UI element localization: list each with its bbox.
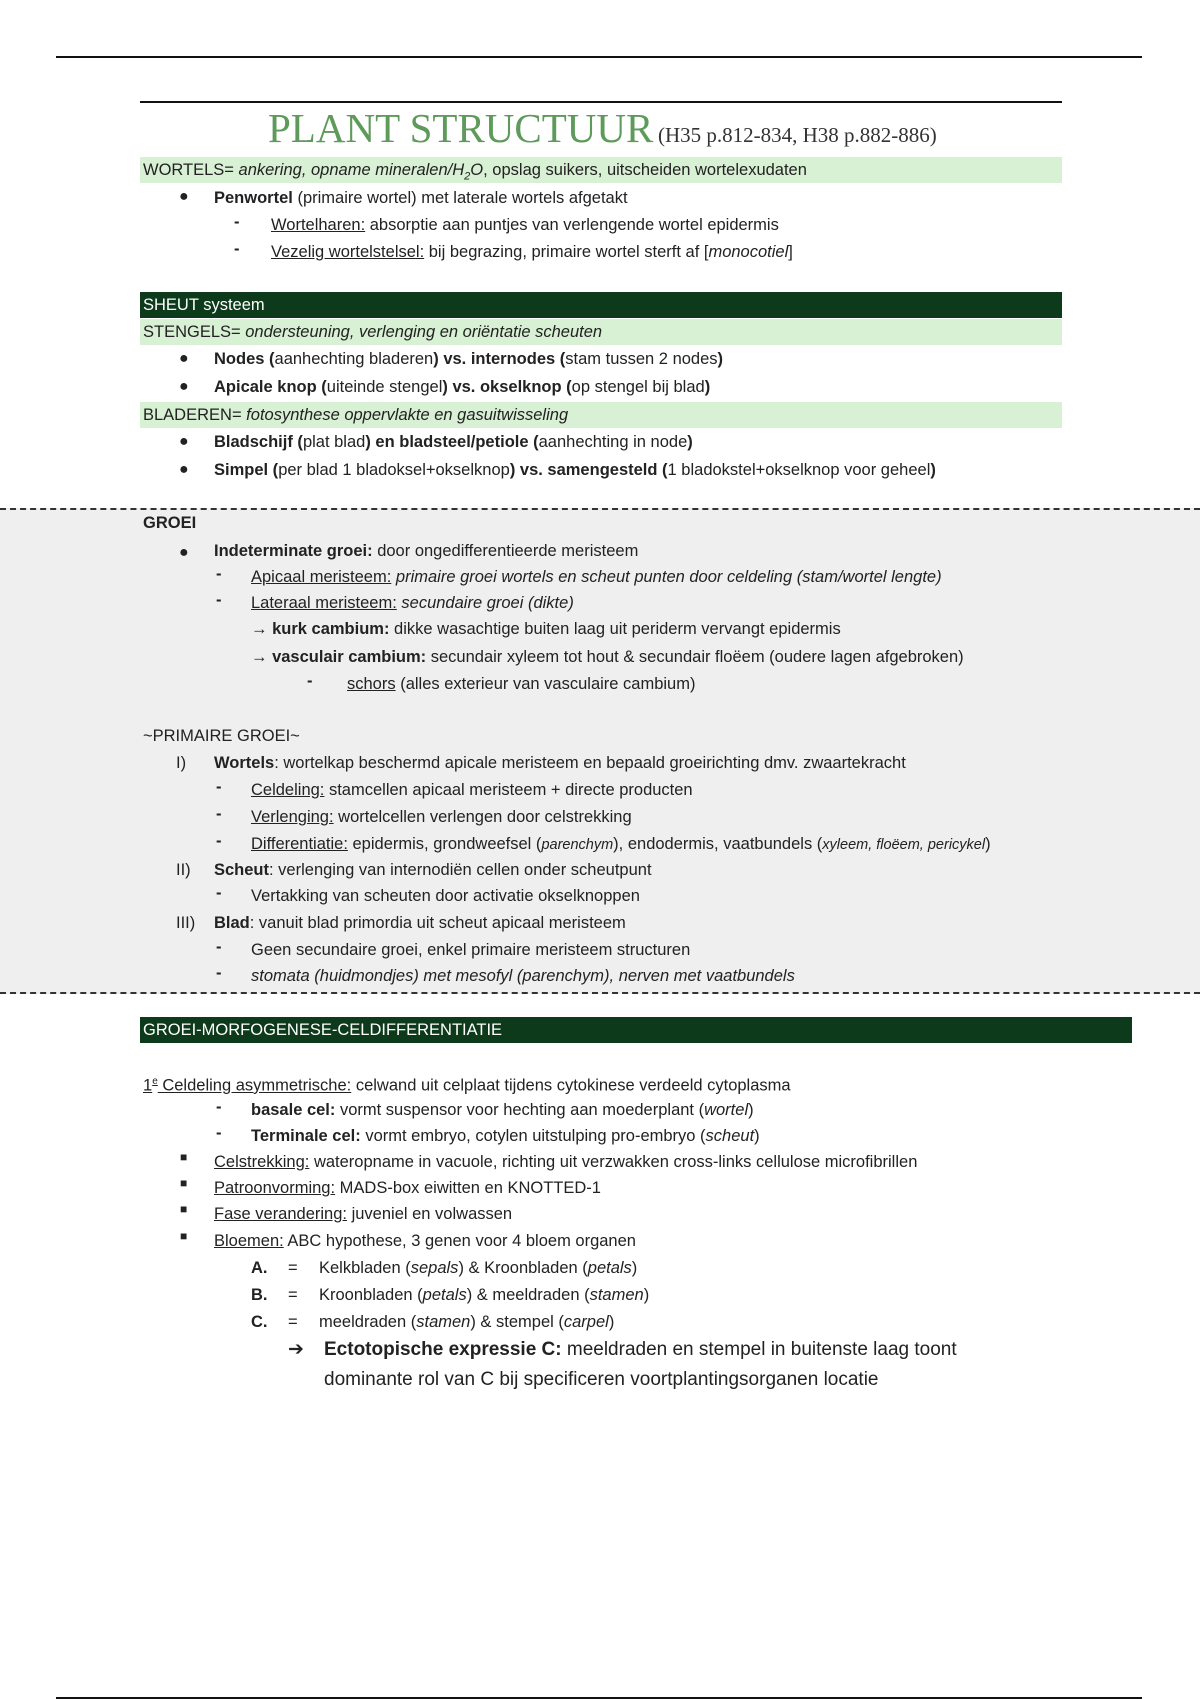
primaire-wortels-item: Wortels: wortelkap beschermd apicale meristeem en bepaald groeirichting dmv. zwaartekracht (214, 754, 906, 772)
abc-equals: = (288, 1313, 298, 1331)
terminale-cel-item: Terminale cel: vormt embryo, cotylen uitstulping pro-embryo (scheut) (251, 1127, 760, 1145)
bullet-icon: ● (179, 350, 189, 367)
abc-letter: A. (251, 1259, 268, 1277)
arrow-right-icon: → (251, 648, 268, 666)
ectopische-expressie-item: Ectotopische expressie C: meeldraden en stempel in buitenste laag toont (324, 1339, 957, 1360)
geen-secundaire-item: Geen secundaire groei, enkel primaire meristeem structuren (251, 941, 691, 959)
groei-heading: GROEI (143, 514, 197, 532)
primaire-groei-heading: ~PRIMAIRE GROEI~ (143, 727, 300, 745)
square-bullet-icon: ■ (180, 1229, 188, 1243)
bloemen-item: Bloemen: ABC hypothese, 3 genen voor 4 bloem organen (214, 1232, 636, 1250)
dash-bullet: - (216, 805, 222, 823)
wortelharen-item: Wortelharen: absorptie aan puntjes van verlengende wortel epidermis (271, 216, 779, 234)
abc-row-b: Kroonbladen (petals) & meeldraden (stamen) (319, 1286, 650, 1304)
page-title (268, 104, 937, 152)
dash-bullet: - (216, 778, 222, 796)
roman-numeral: III) (176, 914, 196, 932)
page-bottom-rule (56, 1697, 1142, 1699)
verlenging-item: Verlenging: wortelcellen verlengen door celstrekking (251, 808, 632, 826)
dash-bullet: - (234, 240, 240, 258)
arrow-right-icon: → (251, 620, 268, 638)
basale-cel-item: basale cel: vormt suspensor voor hechting aan moederplant (wortel) (251, 1101, 754, 1119)
title-chapter-reference: (H35 p.812-834, H38 p.882-886) (657, 123, 937, 147)
vasculair-cambium-item: → vasculair cambium: secundair xyleem tot hout & secundair floëem (oudere lagen afgebroken) (251, 648, 964, 666)
dash-bullet: - (216, 1124, 222, 1142)
vezelig-item: Vezelig wortelstelsel: bij begrazing, primaire wortel sterft af [monocotiel] (271, 243, 793, 261)
apicaal-meristeem-item: Apicaal meristeem: primaire groei wortels en scheut punten door celdeling (stam/wortel lengte) (251, 568, 942, 586)
fase-verandering-item: Fase verandering: juveniel en volwassen (214, 1205, 513, 1223)
dash-bullet: - (216, 884, 222, 902)
bullet-icon: ● (179, 188, 189, 205)
vertakking-item: Vertakking van scheuten door activatie okselknoppen (251, 887, 640, 905)
apicale-knop-item: Apicale knop (uiteinde stengel) vs. okselknop (op stengel bij blad) (214, 378, 711, 396)
stengels-heading: STENGELS= ondersteuning, verlenging en oriëntatie scheuten (143, 323, 603, 341)
blad-item: Blad: vanuit blad primordia uit scheut apicaal meristeem (214, 914, 626, 932)
abc-letter: C. (251, 1313, 268, 1331)
dash-bullet: - (216, 938, 222, 956)
simpel-item: Simpel (per blad 1 bladoksel+okselknop) vs. samengesteld (1 bladokstel+okselknop voor geheel) (214, 461, 936, 479)
dash-bullet: - (307, 672, 313, 690)
bullet-icon: ● (179, 461, 189, 478)
schors-item: schors (alles exterieur van vasculaire cambium) (347, 675, 696, 693)
dash-bullet: - (216, 591, 222, 609)
differentiatie-item: Differentiatie: epidermis, grondweefsel (parenchym), endodermis, vaatbundels (xyleem, floëem, pericykel) (251, 835, 991, 853)
penwortel-item: Penwortel (primaire wortel) met laterale wortels afgetakt (214, 189, 628, 207)
dash-bullet: - (216, 832, 222, 850)
title-rule (140, 101, 1062, 103)
abc-row-c: meeldraden (stamen) & stempel (carpel) (319, 1313, 615, 1331)
celdeling-item: Celdeling: stamcellen apicaal meristeem + directe producten (251, 781, 693, 799)
wortels-heading: WORTELS= ankering, opname mineralen/$H_2O$, opslag suikers, uitscheiden wortelexudaten (143, 161, 807, 183)
nodes-item: Nodes (aanhechting bladeren) vs. internodes (stam tussen 2 nodes) (214, 350, 724, 368)
dash-bullet: - (216, 1098, 222, 1116)
bullet-icon: ● (179, 433, 189, 450)
abc-equals: = (288, 1259, 298, 1277)
bladeren-heading: BLADEREN= fotosynthese oppervlakte en gasuitwisseling (143, 406, 569, 424)
abc-letter: B. (251, 1286, 268, 1304)
sheut-heading: SHEUT systeem (143, 296, 265, 314)
dash-bullet: - (216, 565, 222, 583)
abc-row-a: Kelkbladen (sepals) & Kroonbladen (petals) (319, 1259, 638, 1277)
scheut-item: Scheut: verlenging van internodiën cellen onder scheutpunt (214, 861, 652, 879)
stomata-item: stomata (huidmondjes) met mesofyl (parenchym), nerven met vaatbundels (251, 967, 795, 985)
lateraal-meristeem-item: Lateraal meristeem: secundaire groei (dikte) (251, 594, 574, 612)
dash-bullet: - (216, 964, 222, 982)
celstrekking-item: Celstrekking: wateropname in vacuole, richting uit verzwakken cross-links cellulose microfibrillen (214, 1153, 918, 1171)
kurk-cambium-item: → kurk cambium: dikke wasachtige buiten laag uit periderm vervangt epidermis (251, 620, 841, 638)
square-bullet-icon: ■ (180, 1202, 188, 1216)
square-bullet-icon: ■ (180, 1176, 188, 1190)
square-bullet-icon: ■ (180, 1150, 188, 1164)
bladschijf-item: Bladschijf (plat blad) en bladsteel/petiole (aanhechting in node) (214, 433, 693, 451)
eerste-celdeling-item: 1e Celdeling asymmetrische: celwand uit celplaat tijdens cytokinese verdeeld cytoplasma (143, 1076, 791, 1095)
bullet-icon: ● (179, 378, 189, 395)
title-main: PLANT STRUCTUUR (268, 105, 654, 151)
dash-bullet: - (234, 213, 240, 231)
abc-equals: = (288, 1286, 298, 1304)
indeterminate-item: Indeterminate groei: door ongedifferentieerde meristeem (214, 542, 639, 560)
bullet-icon: ● (179, 544, 189, 561)
sheut-heading-band (140, 292, 1062, 318)
arrow-right-icon: ➔ (288, 1339, 304, 1360)
roman-numeral: I) (176, 754, 187, 772)
patroonvorming-item: Patroonvorming: MADS-box eiwitten en KNOTTED-1 (214, 1179, 601, 1197)
morfogenese-heading: GROEI-MORFOGENESE-CELDIFFERENTIATIE (143, 1021, 503, 1039)
roman-numeral: II) (176, 861, 191, 879)
ectopische-expressie-line2: dominante rol van C bij specificeren voortplantingsorganen locatie (324, 1369, 879, 1390)
page-top-rule (56, 56, 1142, 58)
